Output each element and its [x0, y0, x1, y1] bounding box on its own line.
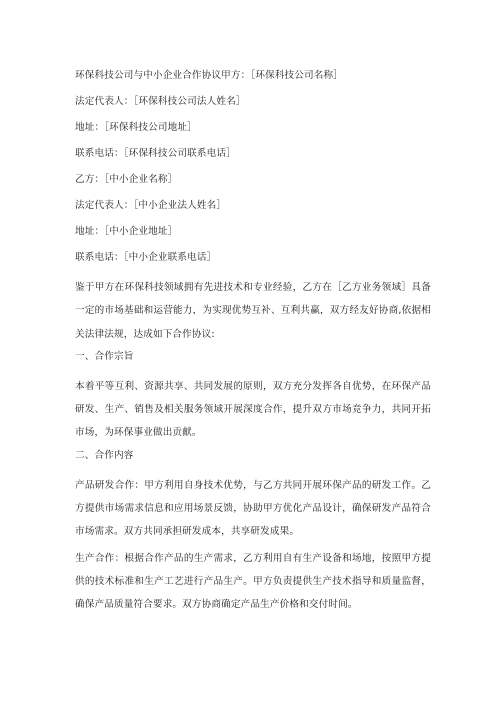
party-a-representative: 法定代表人：［环保科技公司法人姓名］	[75, 96, 246, 107]
section-content-rnd-paragraph: 产品研发合作：甲方利用自身技术优势，与乙方共同开展环保产品的研发工作。乙方提供市场需求信息和应用场景反馈，协助甲方优化产品设计，确保研发产品符合市场需求。双方共同承担研发成本，共享研发成果。	[75, 479, 431, 538]
section-purpose-paragraph: 本着平等互利、资源共享、共同发展的原则，双方充分发挥各自优势，在环保产品研发、生产、销售及相关服务领域开展深度合作，提升双方市场竞争力，共同开拓市场，为环保事业做出贡献。	[75, 380, 431, 439]
party-a-address: 地址：［环保科技公司地址］	[75, 122, 197, 133]
section-heading-content: 二、合作内容	[75, 449, 134, 461]
preamble-paragraph: 鉴于甲方在环保科技领域拥有先进技术和专业经验，乙方在［乙方业务领域］具备一定的市场基础和运营能力，为实现优势互补、互利共赢，双方经友好协商,依据相关法律法规，达成如下合作协议:	[75, 282, 431, 340]
section-content-production-paragraph: 生产合作：根据合作产品的生产需求，乙方利用自有生产设备和场地，按照甲方提供的技术标准和生产工艺进行产品生产。甲方负责提供生产技术指导和质量监督，确保产品质量符合要求。双方协商确定产品生产价格和交付时间。	[75, 552, 431, 611]
party-b-phone: 联系电话：［中小企业联系电话］	[75, 252, 217, 263]
party-b-name: 乙方：［中小企业名称］	[75, 174, 178, 185]
party-a-phone: 联系电话：［环保科技公司联系电话］	[75, 148, 236, 159]
party-b-address: 地址：［中小企业地址］	[75, 226, 178, 237]
party-b-representative: 法定代表人：［中小企业法人姓名］	[75, 200, 227, 211]
section-heading-purpose: 一、合作宗旨	[75, 350, 134, 362]
agreement-document	[75, 68, 431, 620]
agreement-title-party-a: 环保科技公司与中小企业合作协议甲方：［环保科技公司名称］	[75, 70, 344, 81]
